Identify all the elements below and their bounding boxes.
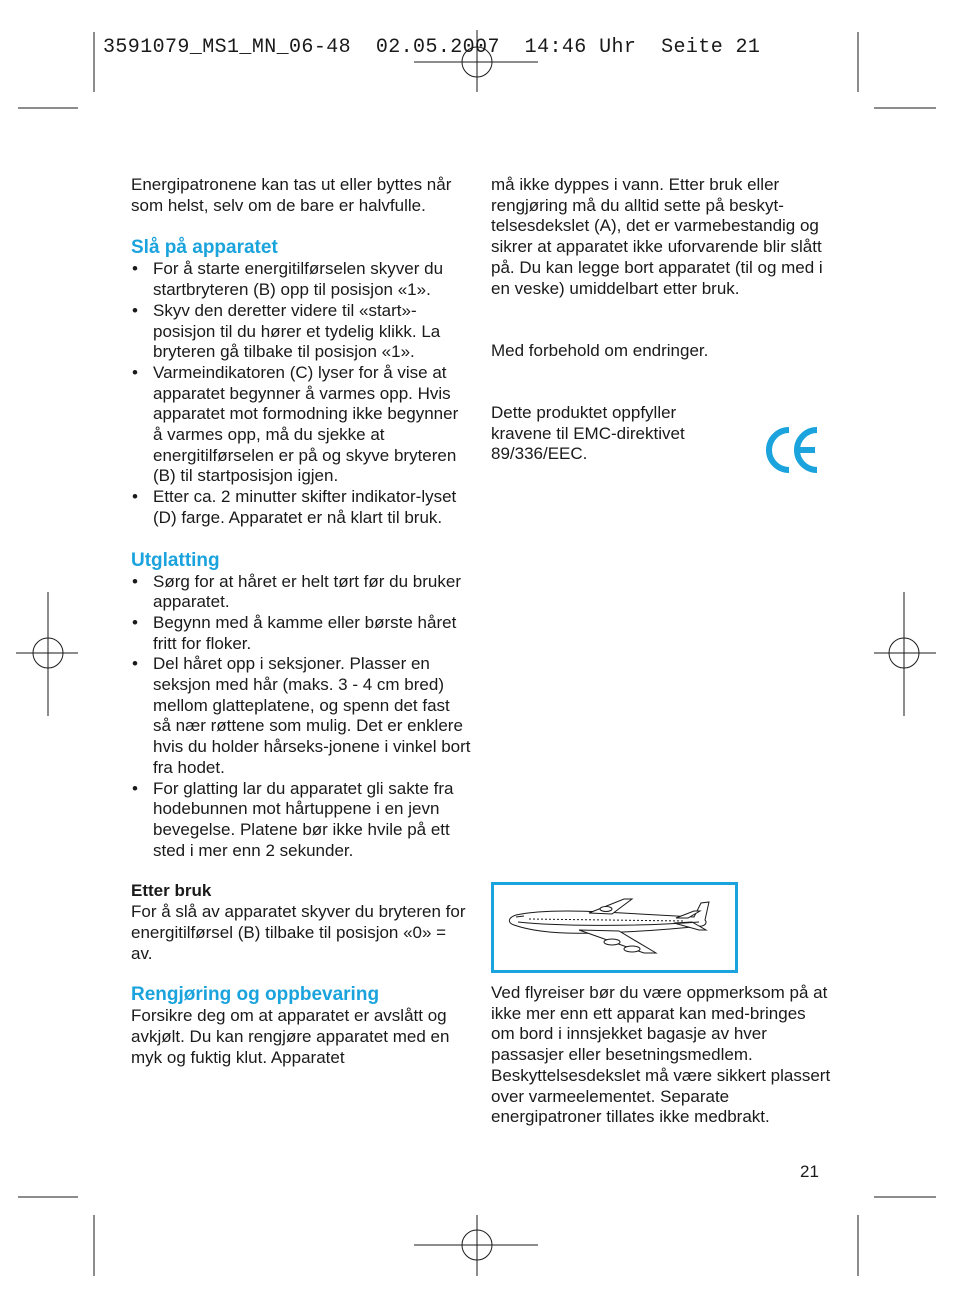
section-title-switch-on: Slå på apparatet [131,237,278,259]
ce-mark-icon [765,425,821,475]
list-item: • Skyv den deretter videre til «start»-posisjon til du hører et tydelig klikk. La bryteren gå tilbake til posisjon «1». [131,301,471,363]
list-item: • Begynn med å kamme eller børste håret fritt for floker. [131,613,471,654]
left-column [131,175,471,1068]
after-use-paragraph: For å slå av apparatet skyver du bryteren for energitilførsel (B) tilbake til posisjon «0» = av. [131,902,466,963]
subheading-after-use: Etter bruk [131,881,212,901]
crosshair-registration-icon [874,592,936,716]
ce-compliance-text: Dette produktet oppfyller kravene til EMC-direktivet 89/336/EEC. [491,402,685,464]
section-title-cleaning: Rengjøring og oppbevaring [131,984,380,1006]
list-item: • For glatting lar du apparatet gli sakte fra hodebunnen mot hårtuppene i en jevn bevegelse. Platene bør ikke hvile på ett sted i mer enn 2 sekunder. [131,779,471,862]
airplane-illustration-frame [491,882,738,973]
list-item: • Del håret opp i seksjoner. Plasser en seksjon med hår (maks. 3 - 4 cm bred) mellom glatteplatene, og spenn det fast så nær røttene som mulig. Det er enklere hvis du holder hårseks-jonene i vinkel bort fra hodet. [131,654,471,778]
reservation-note: Med forbehold om endringer. [491,341,709,361]
list-item: • For å starte energitilførselen skyver du startbryteren (B) opp til posisjon «1». [131,259,471,300]
air-travel-paragraph: Ved flyreiser bør du være oppmerksom på at ikke mer enn ett apparat kan med-bringes om bord i innsjekket bagasje av hver passasjer eller besetningsmedlem. Beskyttelsesdekslet må være sikkert plassert over varmeelementet. Separate energipatroner tillates ikke medbrakt. [491,983,831,1127]
page-number: 21 [800,1162,819,1181]
list-item: • Sørg for at håret er helt tørt før du bruker apparatet. [131,572,471,613]
section-title-straightening: Utglatting [131,549,220,571]
right-column [491,175,831,465]
list-item: • Etter ca. 2 minutter skifter indikator-lyset (D) farge. Apparatet er nå klart til bruk. [131,487,471,528]
cleaning-paragraph: Forsikre deg om at apparatet er avslått og avkjølt. Du kan rengjøre apparatet med en myk og fuktig klut. Apparatet [131,1006,450,1067]
cleaning-continued-paragraph: må ikke dyppes i vann. Etter bruk eller rengjøring må du alltid sette på beskyt-telsesdekslet (A), det er varmebestandig og sikrer at apparatet ikke uforvarende blir slått på. Du kan legge bort apparatet (til og med i en veske) umiddelbart etter bruk. [491,175,823,298]
airplane-icon [494,885,735,970]
crosshair-registration-icon [414,1215,538,1276]
switch-on-list [131,259,471,528]
list-item: • Varmeindikatoren (C) lyser for å vise at apparatet begynner å varmes opp. Hvis apparatet mot formodning ikke begynner å varmes opp, må du sjekke at energitilførselen er på og skyve bryteren (B) til startposisjon igjen. [131,363,471,487]
intro-paragraph: Energipatronene kan tas ut eller byttes når som helst, selv om de bare er halvfulle. [131,175,452,215]
straightening-list [131,572,471,862]
crosshair-registration-icon [16,592,78,716]
print-slug: 3591079_MS1_MN_06-48 02.05.2007 14:46 Uhr Seite 21 [103,36,761,59]
